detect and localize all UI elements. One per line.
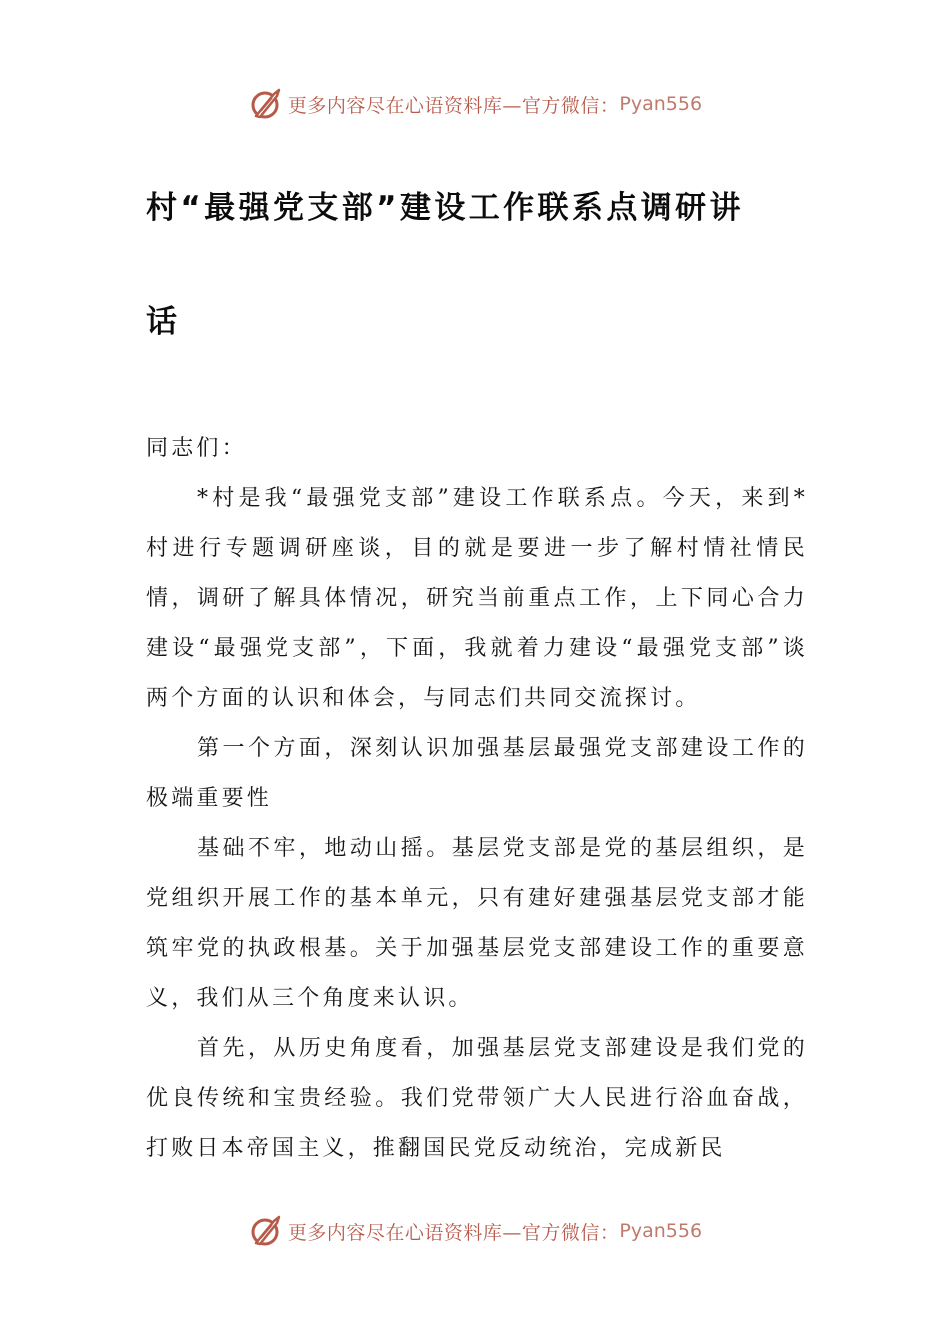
watermark-wechat-id: Pyan556 (619, 1220, 703, 1242)
pen-nib-logo-icon (248, 1213, 284, 1249)
body-paragraph: 基础不牢，地动山摇。基层党支部是党的基层组织，是党组织开展工作的基本单元，只有建好建强基层党支部才能筑牢党的执政根基。关于加强基层党支部建设工作的重要意义，我们从三个角度来认识。 (146, 836, 808, 1011)
salutation: 同志们： (146, 436, 247, 461)
document-title-line-2: 话 (146, 304, 181, 340)
document-title-line-1: 村“最强党支部”建设工作联系点调研讲 (146, 190, 744, 226)
section-heading: 第一个方面，深刻认识加强基层最强党支部建设工作的极端重要性 (146, 736, 808, 811)
body-paragraph: 首先，从历史角度看，加强基层党支部建设是我们党的优良传统和宝贵经验。我们党带领广大人民进行浴血奋战，打败日本帝国主义，推翻国民党反动统治，完成新民 (146, 1036, 808, 1161)
footer-watermark (0, 1211, 950, 1251)
body-paragraph: *村是我“最强党支部”建设工作联系点。今天，来到*村进行专题调研座谈，目的就是要进一步了解村情社情民情，调研了解具体情况，研究当前重点工作，上下同心合力建设“最强党支部”，下面，我就着力建设“最强党支部”谈两个方面的认识和体会，与同志们共同交流探讨。 (146, 486, 808, 711)
watermark-text: 更多内容尽在心语资料库—官方微信： (287, 94, 620, 117)
document-body (146, 424, 808, 1174)
pen-nib-logo-icon (248, 86, 284, 122)
header-watermark (0, 84, 950, 124)
watermark-wechat-id: Pyan556 (619, 93, 703, 115)
watermark-text: 更多内容尽在心语资料库—官方微信： (287, 1221, 620, 1244)
